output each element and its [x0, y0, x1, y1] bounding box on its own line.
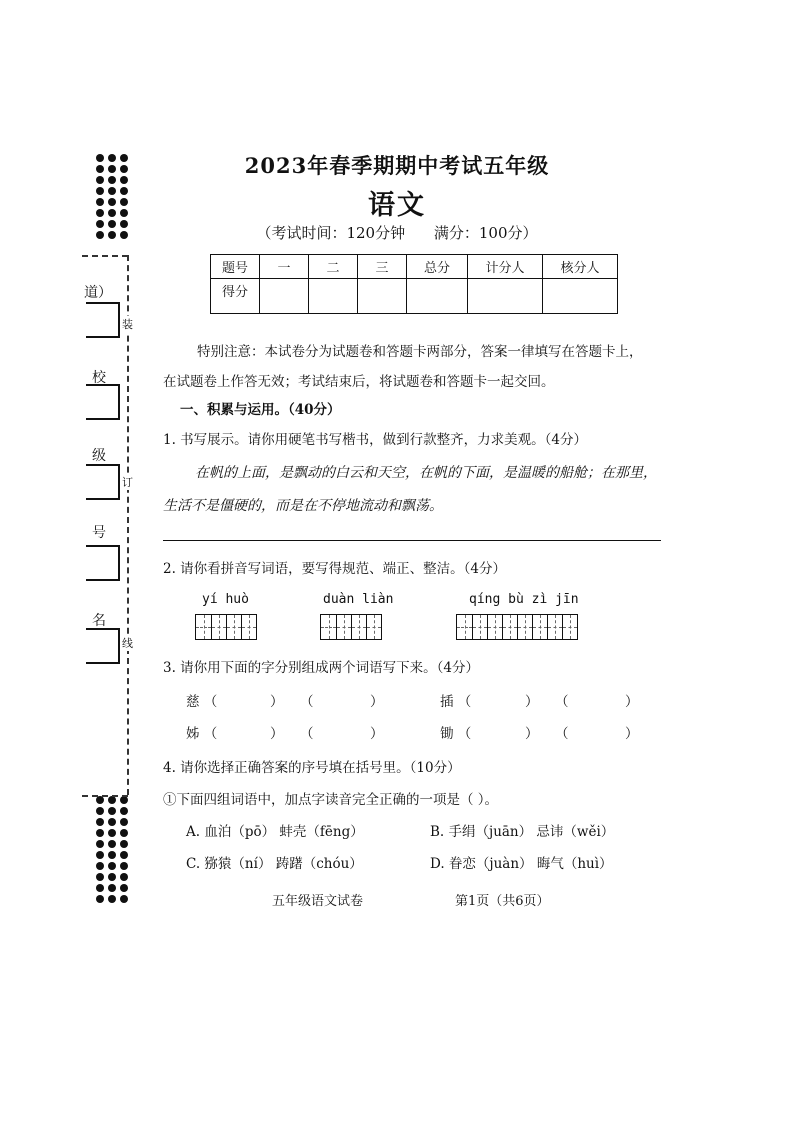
side-field-school[interactable]: [86, 384, 120, 420]
registration-dot: [96, 851, 104, 859]
q3-paren-open: （: [300, 726, 314, 742]
q4-sub1: ①下面四组词语中，加点字读音完全正确的一项是（ ）。: [163, 792, 499, 808]
q1-writing-line: [163, 540, 661, 541]
score-header: 一: [260, 255, 309, 279]
registration-dot: [108, 851, 116, 859]
score-header: 题号: [211, 255, 260, 279]
q1-prompt: 1. 书写展示。请你用硬笔书写楷书，做到行款整齐，力求美观。（4分）: [163, 432, 588, 448]
registration-dot: [108, 818, 116, 826]
registration-dot: [120, 895, 128, 903]
q3-row-cha: 插 （: [440, 694, 472, 710]
q3-paren-close: ）: [625, 694, 639, 710]
q3-paren-close: ）: [270, 694, 284, 710]
registration-dot: [120, 862, 128, 870]
q3-paren-close: ）: [625, 726, 639, 742]
registration-dot: [96, 840, 104, 848]
footer-exam-name: 五年级语文试卷: [272, 894, 364, 909]
q4-option-b: B. 手绢（juān） 忌讳（wěi）: [430, 824, 615, 840]
registration-dot: [108, 840, 116, 848]
score-header: 二: [309, 255, 358, 279]
registration-dot: [108, 807, 116, 815]
registration-dot: [108, 829, 116, 837]
binding-line-top: [82, 255, 128, 257]
notice-line-2: 在试题卷上作答无效；考试结束后，将试题卷和答题卡一起交回。: [163, 374, 555, 390]
side-field-road[interactable]: [86, 302, 120, 338]
q3-paren-open: （: [555, 694, 569, 710]
registration-dot: [108, 873, 116, 881]
q3-char: 插: [440, 694, 454, 710]
score-header: 总分: [407, 255, 468, 279]
registration-dot: [120, 873, 128, 881]
registration-dot: [96, 829, 104, 837]
q3-paren-close: ）: [525, 726, 539, 742]
side-label-name: 名: [92, 613, 106, 629]
score-cell[interactable]: [358, 279, 407, 314]
binding-char-ding: 订: [122, 476, 133, 489]
registration-dot: [108, 796, 116, 804]
side-label-school: 校: [92, 370, 106, 386]
side-field-class[interactable]: [86, 464, 120, 500]
exam-title: 2023年春季期期中考试五年级: [244, 153, 550, 178]
registration-dot: [120, 807, 128, 815]
q3-paren-close: ）: [370, 726, 384, 742]
registration-dots-bottom: [96, 796, 132, 906]
score-table: [210, 254, 618, 314]
registration-dot: [96, 862, 104, 870]
q3-char: 锄: [440, 726, 454, 742]
registration-dot: [120, 818, 128, 826]
q3-paren-open: （: [300, 694, 314, 710]
subject-title: 语文: [368, 190, 426, 221]
registration-dot: [108, 862, 116, 870]
score-cell[interactable]: [309, 279, 358, 314]
q3-row-chu: 锄 （: [440, 726, 472, 742]
registration-dot: [120, 851, 128, 859]
score-row-label: 得分: [211, 279, 260, 314]
score-cell[interactable]: [468, 279, 543, 314]
q3-prompt: 3. 请你用下面的字分别组成两个词语写下来。（4分）: [163, 660, 480, 676]
binding-char-zhuang: 装: [122, 318, 133, 331]
registration-dot: [120, 884, 128, 892]
binding-line: [127, 255, 129, 795]
q3-row-zi: 姊 （: [186, 726, 218, 742]
score-cell[interactable]: [260, 279, 309, 314]
score-header: 计分人: [468, 255, 543, 279]
registration-dot: [96, 807, 104, 815]
q1-text-line-2: 生活不是僵硬的，而是在不停地流动和飘荡。: [163, 498, 443, 514]
q4-prompt: 4. 请你选择正确答案的序号填在括号里。（10分）: [163, 760, 461, 776]
registration-dot: [96, 796, 104, 804]
q4-option-d: D. 眷恋（juàn） 晦气（huì）: [430, 856, 613, 872]
side-label-number: 号: [92, 525, 106, 541]
notice-line-1: 特别注意：本试卷分为试题卷和答题卡两部分，答案一律填写在答题卡上，: [197, 344, 643, 360]
q4-option-c: C. 猕猿（ní） 踌躇（chóu）: [186, 856, 363, 872]
registration-dot: [108, 895, 116, 903]
q2-pinyin-2: duàn liàn: [323, 592, 394, 607]
registration-dot: [96, 873, 104, 881]
score-header: 核分人: [543, 255, 618, 279]
score-cell[interactable]: [543, 279, 618, 314]
score-header: 三: [358, 255, 407, 279]
q3-paren-open: （: [555, 726, 569, 742]
registration-dot: [96, 818, 104, 826]
binding-char-xian: 线: [122, 637, 133, 650]
q2-answer-grid-3[interactable]: [456, 614, 578, 640]
registration-dot: [96, 884, 104, 892]
q4-option-a: A. 血泊（pō） 蚌壳（fēng）: [186, 824, 364, 840]
q2-answer-grid-1[interactable]: [195, 614, 257, 640]
q3-char: 慈: [186, 694, 200, 710]
score-cell[interactable]: [407, 279, 468, 314]
q3-char: 姊: [186, 726, 200, 742]
registration-dot: [120, 840, 128, 848]
side-field-name[interactable]: [86, 628, 120, 664]
q2-pinyin-3: qíng bù zì jīn: [469, 592, 579, 607]
registration-dot: [120, 829, 128, 837]
exam-time: （考试时间：120分钟: [256, 224, 406, 242]
q2-answer-grid-2[interactable]: [320, 614, 382, 640]
q2-prompt: 2. 请你看拼音写词语，要写得规范、端正、整洁。（4分）: [163, 561, 507, 577]
side-label-class: 级: [92, 448, 106, 464]
q3-paren-close: ）: [270, 726, 284, 742]
footer-page-number: 第1页（共6页）: [455, 894, 550, 909]
q3-paren-close: ）: [370, 694, 384, 710]
registration-dot: [96, 895, 104, 903]
registration-dot: [120, 796, 128, 804]
q3-row-ci: 慈 （: [186, 694, 218, 710]
q1-text-line-1: 在帆的上面，是飘动的白云和天空，在帆的下面，是温暖的船舱；在那里，: [195, 465, 657, 481]
q3-paren-close: ）: [525, 694, 539, 710]
exam-info: [0, 222, 794, 243]
exam-full-score: 满分：100分）: [433, 224, 538, 242]
q2-pinyin-1: yí huò: [202, 592, 249, 607]
side-label-road: 道）: [84, 285, 112, 301]
binding-line-bottom: [82, 795, 128, 797]
side-field-number[interactable]: [86, 545, 120, 581]
section1-title: 一、积累与运用。（40分）: [180, 402, 341, 418]
registration-dot: [108, 884, 116, 892]
